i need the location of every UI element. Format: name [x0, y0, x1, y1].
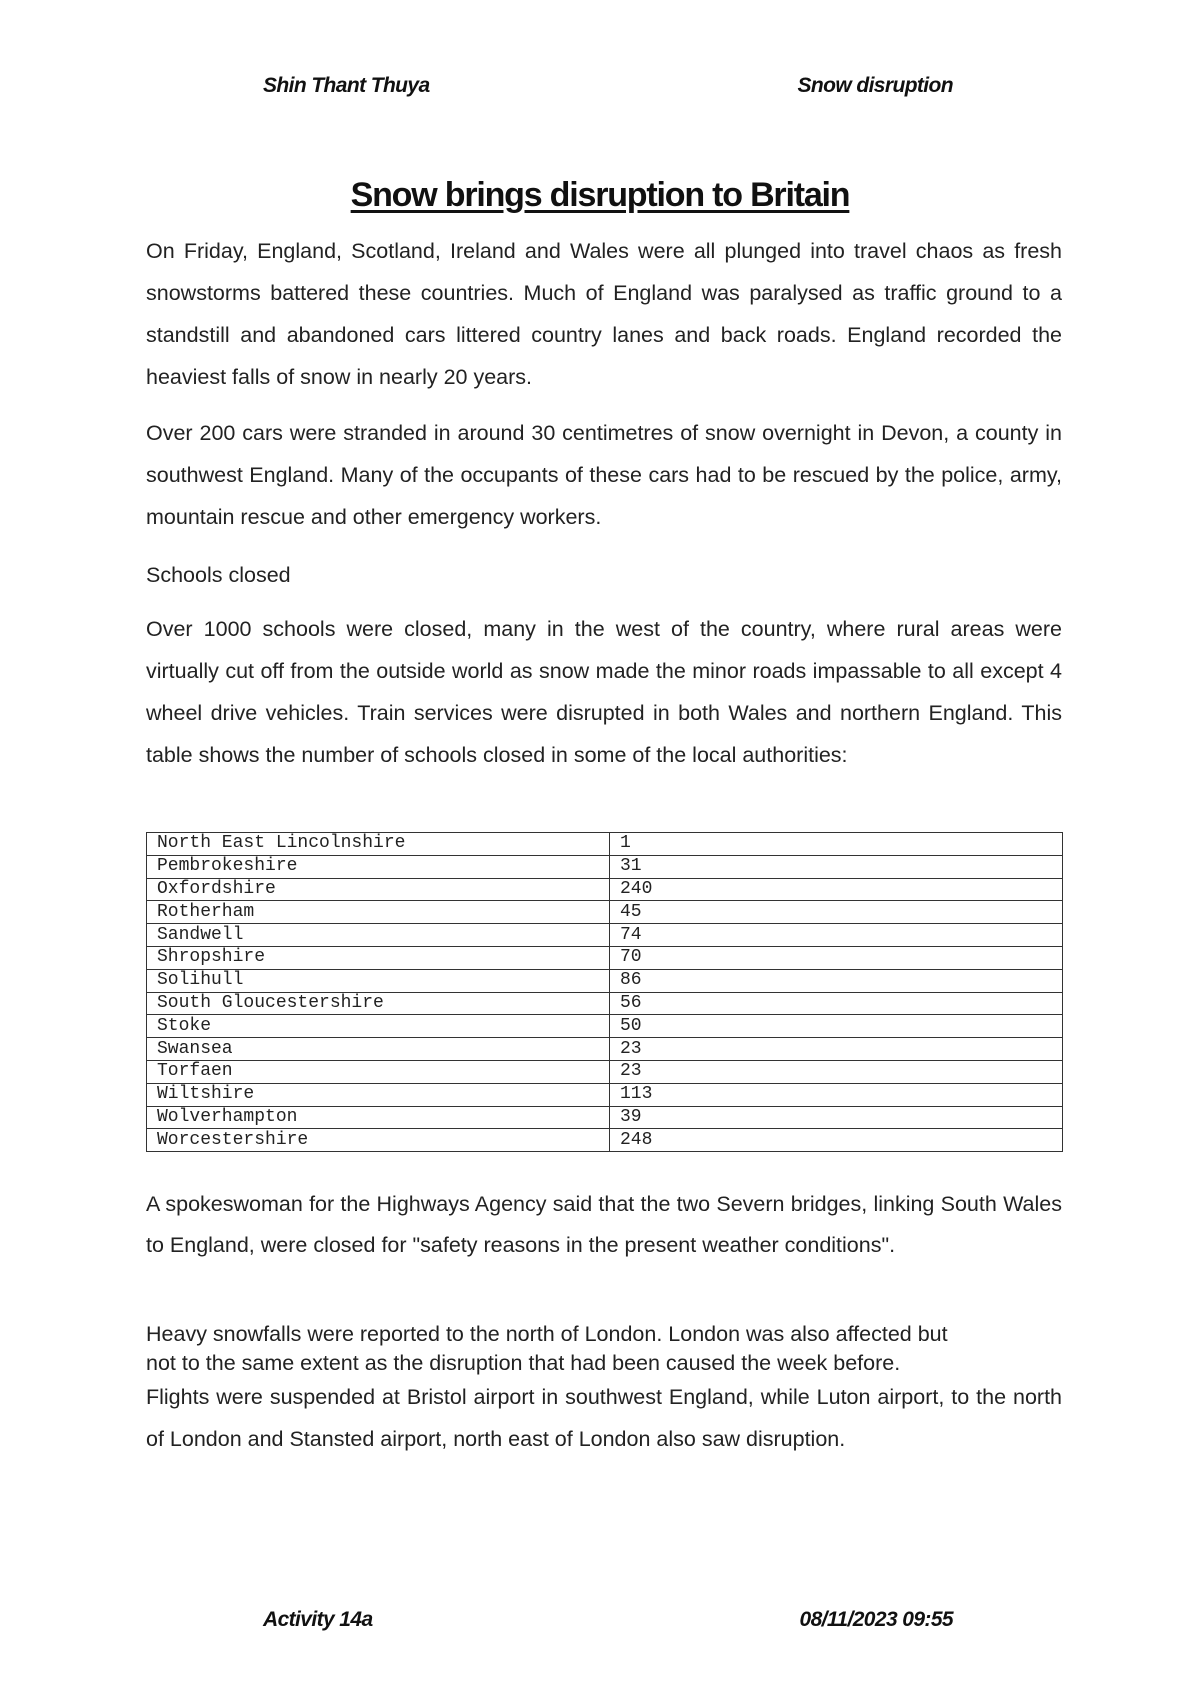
authority-cell: South Gloucestershire — [147, 992, 610, 1015]
schools-closed-cell: 23 — [610, 1060, 1063, 1083]
authority-cell: Pembrokeshire — [147, 855, 610, 878]
schools-closed-cell: 86 — [610, 969, 1063, 992]
table-row — [147, 1038, 1063, 1061]
paragraph-london-line-2: not to the same extent as the disruption that had been caused the week before. — [146, 1351, 901, 1375]
table-row — [147, 1129, 1063, 1152]
schools-closed-cell: 45 — [610, 901, 1063, 924]
schools-closed-cell: 56 — [610, 992, 1063, 1015]
schools-closed-cell: 39 — [610, 1106, 1063, 1129]
authority-cell: Swansea — [147, 1038, 610, 1061]
table-row — [147, 969, 1063, 992]
footer-datetime: 08/11/2023 09:55 — [799, 1608, 953, 1631]
authority-cell: Torfaen — [147, 1060, 610, 1083]
schools-closed-cell: 70 — [610, 946, 1063, 969]
authority-cell: Worcestershire — [147, 1129, 610, 1152]
authority-cell: Oxfordshire — [147, 878, 610, 901]
schools-closed-cell: 240 — [610, 878, 1063, 901]
authority-cell: Solihull — [147, 969, 610, 992]
table-row — [147, 1083, 1063, 1106]
authority-cell: North East Lincolnshire — [147, 833, 610, 856]
header-author: Shin Thant Thuya — [263, 74, 430, 97]
schools-closed-cell: 23 — [610, 1038, 1063, 1061]
table-row — [147, 855, 1063, 878]
authority-cell: Sandwell — [147, 924, 610, 947]
schools-closed-cell: 31 — [610, 855, 1063, 878]
authority-cell: Shropshire — [147, 946, 610, 969]
table-row — [147, 946, 1063, 969]
authority-cell: Stoke — [147, 1015, 610, 1038]
schools-closed-cell: 74 — [610, 924, 1063, 947]
footer-activity: Activity 14a — [263, 1608, 373, 1631]
paragraph-london-line-1: Heavy snowfalls were reported to the north of London. London was also affected but — [146, 1322, 948, 1346]
section-heading-schools-closed: Schools closed — [146, 563, 291, 587]
header-topic: Snow disruption — [797, 74, 953, 97]
authority-cell: Wiltshire — [147, 1083, 610, 1106]
table-row — [147, 924, 1063, 947]
schools-closed-table — [146, 832, 1063, 1152]
table-row — [147, 992, 1063, 1015]
paragraph-london — [146, 1320, 1062, 1378]
paragraph-schools: Over 1000 schools were closed, many in the west of the country, where rural areas were virtually cut off from the outside world as snow made the minor roads impassable to all except 4 wheel drive vehicles. Train services were disrupted in both Wales and northern England. This table shows the number of schools closed in some of the local authorities: — [146, 617, 1062, 767]
authority-cell: Wolverhampton — [147, 1106, 610, 1129]
table-row — [147, 833, 1063, 856]
table-row — [147, 1015, 1063, 1038]
paragraph-flights: Flights were suspended at Bristol airport in southwest England, while Luton airport, to the north of London and Stansted airport, north east of London also saw disruption. — [146, 1385, 1062, 1451]
schools-closed-cell: 50 — [610, 1015, 1063, 1038]
table-row — [147, 901, 1063, 924]
schools-closed-cell: 113 — [610, 1083, 1063, 1106]
paragraph-intro: On Friday, England, Scotland, Ireland and Wales were all plunged into travel chaos as fresh snowstorms battered these countries. Much of England was paralysed as traffic ground to a standstill and abandoned cars littered country lanes and back roads. England recorded the heaviest falls of snow in nearly 20 years. — [146, 239, 1062, 389]
paragraph-devon: Over 200 cars were stranded in around 30 centimetres of snow overnight in Devon, a county in southwest England. Many of the occupants of these cars had to be rescued by the police, army, mountain rescue and other emergency workers. — [146, 421, 1062, 529]
table-row — [147, 878, 1063, 901]
schools-closed-cell: 248 — [610, 1129, 1063, 1152]
document-title: Snow brings disruption to Britain — [350, 176, 850, 214]
paragraph-severn-bridges: A spokeswoman for the Highways Agency said that the two Severn bridges, linking South Wales to England, were closed for "safety reasons in the present weather conditions". — [146, 1192, 1062, 1257]
table-row — [147, 1060, 1063, 1083]
table-row — [147, 1106, 1063, 1129]
authority-cell: Rotherham — [147, 901, 610, 924]
schools-closed-cell: 1 — [610, 833, 1063, 856]
